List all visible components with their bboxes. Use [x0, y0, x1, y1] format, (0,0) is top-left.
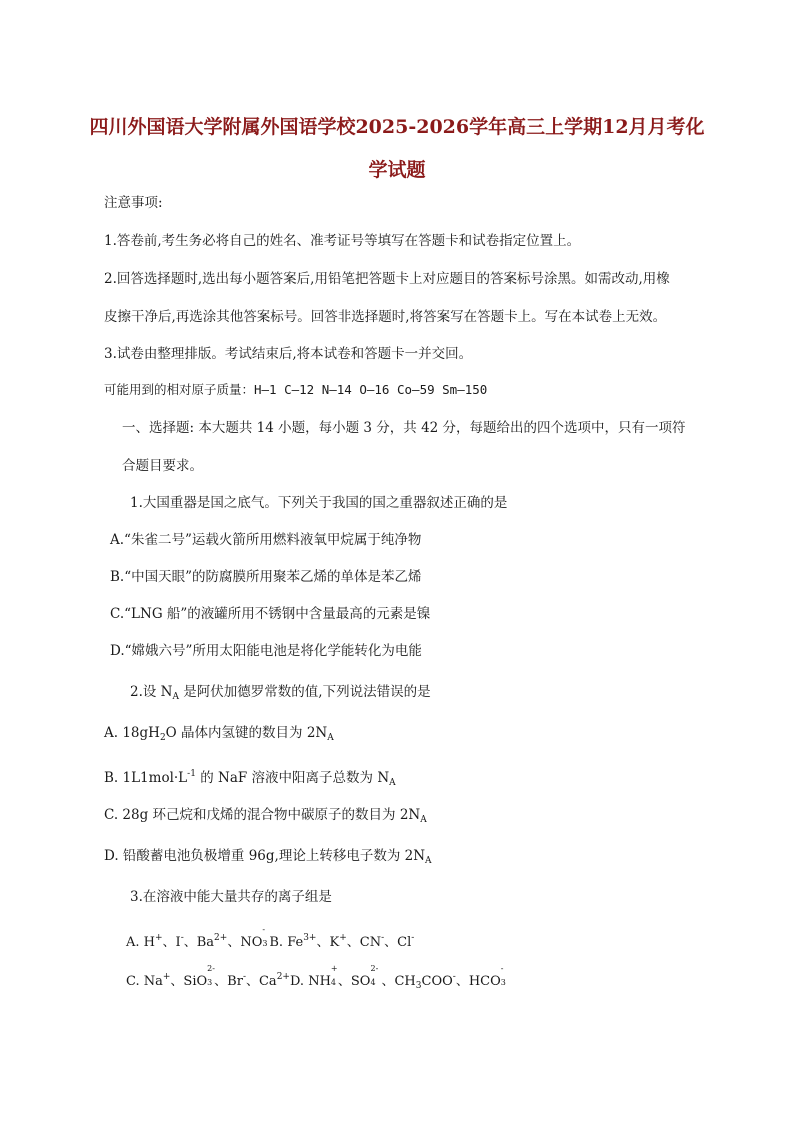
q3-c-ca: 、Ca [245, 974, 277, 989]
q2-b-sub: A [389, 778, 396, 788]
q3-d-nh-sub: 4 [330, 978, 336, 987]
q3-a-i-charge: - [180, 933, 184, 943]
q3-c-sio-sub: 3 [207, 978, 213, 987]
q2-stem-post: 是阿伏加德罗常数的值,下列说法错误的是 [178, 684, 431, 700]
atomic-mass-line: 可能用到的相对原子质量：H—1 C—12 N—14 O—16 Co—59 Sm—150 [104, 382, 488, 397]
q3-b-cn: 、CN [346, 935, 382, 950]
q2-a-sub-1: 2 [159, 733, 166, 743]
q3-d-nh-script [330, 964, 338, 987]
exam-title-line1: 四川外国语大学附属外国语学校2025-2026学年高三上学期12月月考化 [89, 116, 705, 138]
q3-c-sio-charge: 2- [207, 964, 215, 973]
q3-d-hco: 、HCO [455, 974, 501, 989]
q3-d-so-script [370, 964, 381, 987]
q2-stem-sub: A [172, 692, 179, 702]
q3-c-label: C. Na [126, 974, 163, 989]
q1-stem: 1.大国重器是国之底气。下列关于我国的国之重器叙述正确的是 [130, 495, 508, 511]
q3-options-cd [126, 964, 508, 996]
q1-option-d: D.“嫦娥六号”所用太阳能电池是将化学能转化为电能 [110, 643, 422, 659]
q3-a-ba: 、Ba [183, 935, 215, 950]
q2-option-a [104, 723, 334, 748]
q2-d-text: D. 铅酸蓄电池负极增重 96g,理论上转移电子数为 2N [104, 848, 426, 864]
notice-item-3: 3.试卷由整理排版。考试结束后,将本试卷和答题卡一并交回。 [104, 346, 473, 362]
q3-a-ba-charge: 2+ [214, 933, 228, 943]
q3-d-ch-sub: 3 [415, 981, 422, 991]
q2-a-sub-2: A [327, 733, 334, 743]
q3-a-label: A. H [126, 935, 155, 950]
q3-options-ab [126, 925, 415, 953]
q3-d-hco-script [500, 964, 508, 987]
q3-d-ch: 、CH [381, 974, 416, 989]
q3-a-no-charge: - [262, 925, 266, 934]
q3-a-i: 、I [162, 935, 181, 950]
q2-option-d [104, 846, 432, 871]
q3-c-na-charge: + [162, 972, 171, 982]
q3-a-h-charge: + [155, 933, 163, 943]
exam-title-line2: 学试题 [368, 159, 426, 181]
q2-b-text-2: 的 NaF 溶液中阳离子总数为 N [195, 770, 390, 786]
q3-b-fe-charge: 3+ [303, 933, 317, 943]
q2-stem-pre: 2.设 N [130, 684, 173, 700]
q2-stem [130, 682, 431, 707]
q3-a-no: 、NO [227, 935, 263, 950]
q3-d-so: 、SO [337, 974, 371, 989]
q3-b-k: 、K [316, 935, 340, 950]
q3-a-no-script [262, 925, 269, 948]
q3-d-coo-charge: - [452, 972, 456, 982]
notice-item-1: 1.答卷前,考生务必将自己的姓名、准考证号等填写在答题卡和试卷指定位置上。 [104, 233, 581, 249]
q2-a-text-2: O 晶体内氢键的数目为 2N [165, 725, 328, 741]
q3-d-so-charge: 2- [370, 964, 379, 973]
q2-c-text: C. 28g 环己烷和戊烯的混合物中碳原子的数目为 2N [104, 807, 421, 823]
q3-d-hco-sub: 3 [500, 978, 506, 987]
section-heading-line1: 一、选择题: 本大题共 14 小题，每小题 3 分，共 42 分，每题给出的四个选项中，只有一项符 [122, 420, 686, 436]
q3-b-cl: 、Cl [384, 935, 412, 950]
q1-option-c: C.“LNG 船”的液罐所用不锈钢中含量最高的元素是镍 [110, 606, 431, 622]
notice-item-2-cont: 皮擦干净后,再选涂其他答案标号。回答非选择题时,将答案写在答题卡上。写在本试卷上无效。 [104, 309, 667, 325]
q3-c-br-charge: - [242, 972, 246, 982]
notice-item-2: 2.回答选择题时,选出每小题答案后,用铅笔把答题卡上对应题目的答案标号涂黑。如需改动,用橡 [104, 271, 670, 287]
q3-c-sio: 、SiO [170, 974, 208, 989]
notice-heading: 注意事项: [104, 195, 163, 211]
q1-option-b: B.“中国天眼”的防腐膜所用聚苯乙烯的单体是苯乙烯 [110, 569, 422, 585]
q2-d-sub: A [425, 856, 432, 866]
q1-option-a: A.“朱雀二号”运载火箭所用燃料液氧甲烷属于纯净物 [110, 532, 422, 548]
q3-d-label: D. NH [289, 974, 331, 989]
q2-c-sub: A [420, 815, 427, 825]
q3-d-so-sub: 4 [370, 978, 376, 987]
q3-stem: 3.在溶液中能大量共存的离子组是 [130, 889, 332, 905]
q2-b-text-1: B. 1L1mol·L [104, 770, 188, 786]
q2-a-text-1: A. 18gH [104, 725, 160, 741]
q3-b-label: B. Fe [269, 935, 304, 950]
q3-a-no-sub: 3 [262, 939, 268, 948]
q2-option-b [104, 764, 396, 793]
q2-b-sup: -1 [187, 769, 196, 779]
q3-c-sio-script [207, 964, 215, 987]
q2-option-c [104, 805, 427, 830]
q3-b-cn-charge: - [381, 933, 385, 943]
q3-b-k-charge: + [339, 933, 347, 943]
section-heading-line2: 合题目要求。 [122, 458, 203, 474]
q3-d-hco-charge: - [500, 964, 504, 973]
q3-c-br: 、Br [214, 974, 243, 989]
q3-b-cl-charge: - [411, 933, 415, 943]
q3-d-coo: COO [421, 974, 453, 989]
q3-c-ca-charge: 2+ [276, 972, 290, 982]
q3-d-nh-charge: + [330, 964, 338, 973]
